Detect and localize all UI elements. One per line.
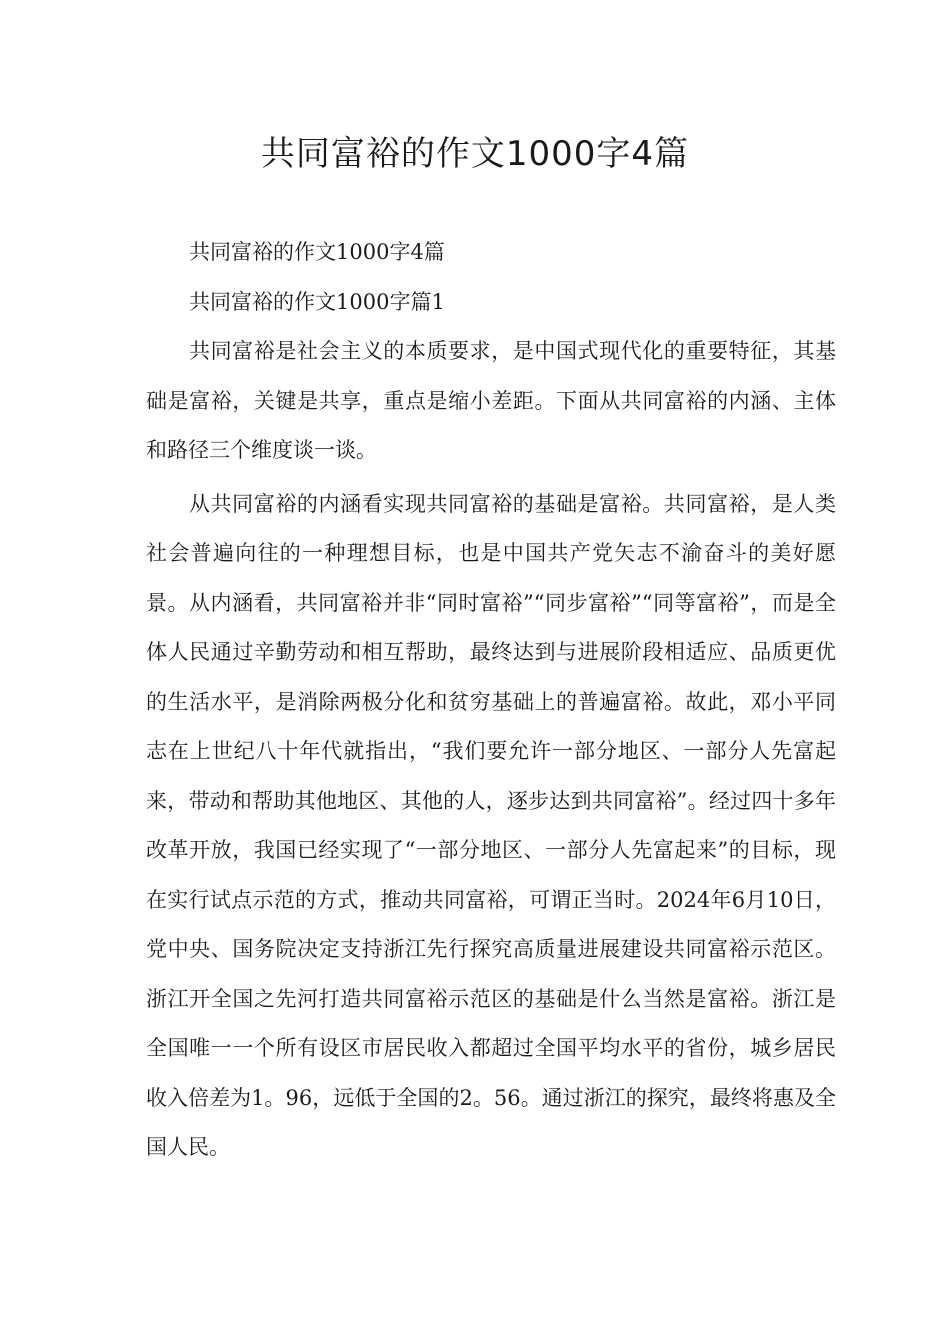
subtitle-line: 共同富裕的作文1000字4篇	[189, 240, 445, 264]
body-paragraph-intro: 共同富裕是社会主义的本质要求，是中国式现代化的重要特征，其基础是富裕，关键是共享，重点是缩小差距。下面从共同富裕的内涵、主体和路径三个维度谈一谈。	[146, 339, 836, 462]
body-paragraph-connotation: 从共同富裕的内涵看实现共同富裕的基础是富裕。共同富裕，是人类社会普遍向往的一种理想目标，也是中国共产党矢志不渝奋斗的美好愿景。从内涵看，共同富裕并非“同时富裕”“同步富裕”“同等富裕”，而是全体人民通过辛勤劳动和相互帮助，最终达到与进展阶段相适应、品质更优的生活水平，是消除两极分化和贫穷基础上的普遍富裕。故此，邓小平同志在上世纪八十年代就指出，“我们要允许一部分地区、一部分人先富起来，带动和帮助其他地区、其他的人，逐步达到共同富裕”。经过四十多年改革开放，我国已经实现了“一部分地区、一部分人先富起来”的目标，现在实行试点示范的方式，推动共同富裕，可谓正当时。2024年6月10日，党中央、国务院决定支持浙江先行探究高质量进展建设共同富裕示范区。浙江开全国之先河打造共同富裕示范区的基础是什么当然是富裕。浙江是全国唯一一个所有设区市居民收入都超过全国平均水平的省份，城乡居民收入倍差为1。96，远低于全国的2。56。通过浙江的探究，最终将惠及全国人民。	[146, 491, 836, 1159]
section-heading: 共同富裕的作文1000字篇1	[189, 289, 445, 314]
document-body	[146, 228, 836, 1173]
document-title: 共同富裕的作文1000字4篇	[260, 134, 690, 174]
